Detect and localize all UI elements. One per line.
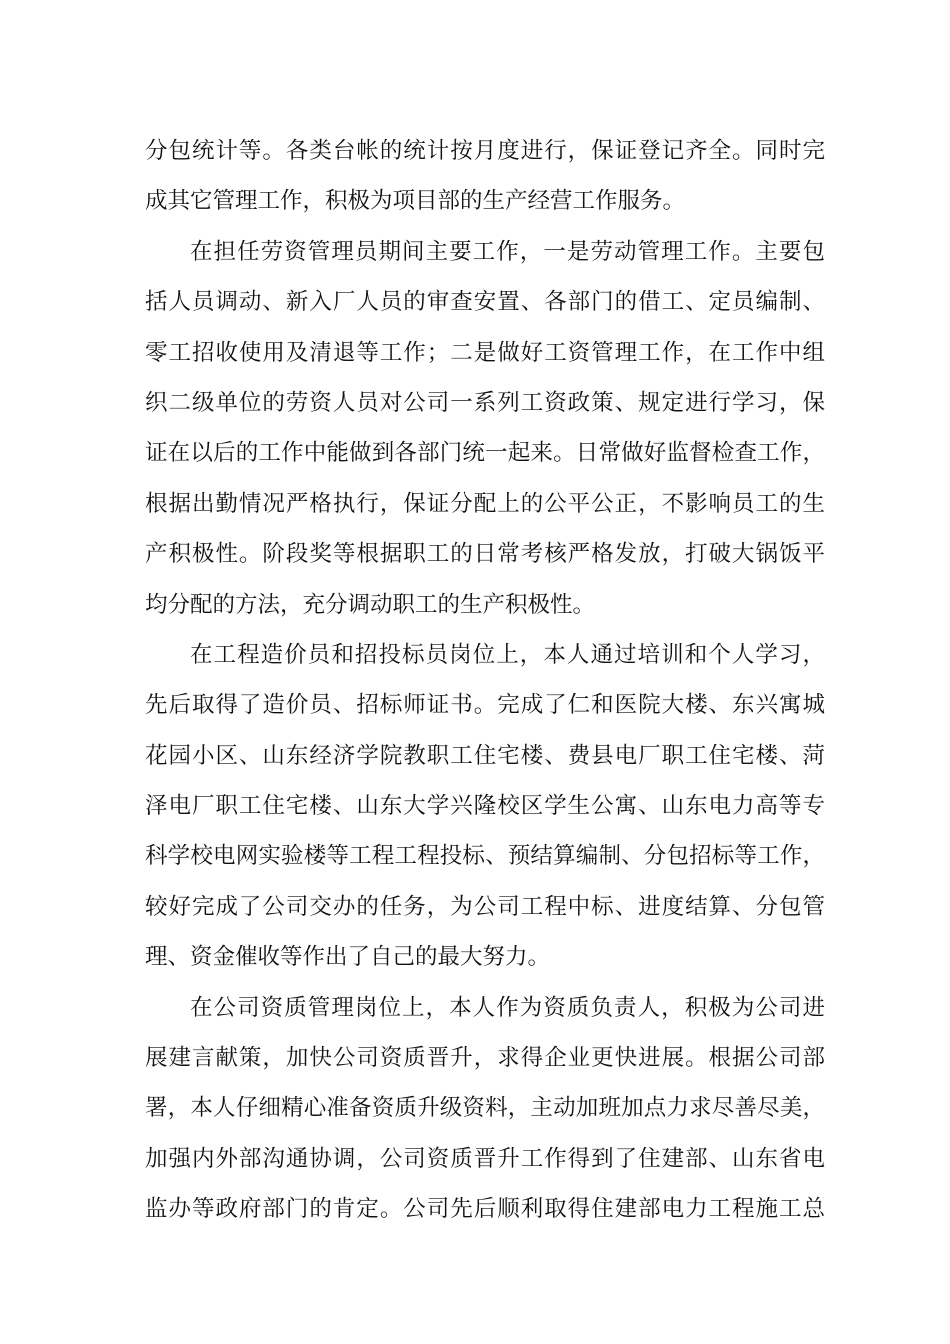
text-line: 展建言献策，加快公司资质晋升，求得企业更快进展。根据公司部 — [145, 1045, 825, 1072]
text-line: 分包统计等。各类台帐的统计按月度进行，保证登记齐全。同时完 — [145, 138, 825, 164]
paragraph-first-line: 在工程造价员和招投标员岗位上，本人通过培训和个人学习， — [190, 641, 825, 668]
text-line: 花园小区、山东经济学院教职工住宅楼、费县电厂职工住宅楼、菏 — [145, 742, 825, 769]
text-line: 根据出勤情况严格执行，保证分配上的公平公正，不影响员工的生 — [145, 490, 825, 517]
text-line: 理、资金催收等作出了自己的最大努力。 — [145, 944, 551, 971]
text-line: 织二级单位的劳资人员对公司一系列工资政策、规定进行学习，保 — [145, 389, 825, 416]
text-line: 较好完成了公司交办的任务，为公司工程中标、进度结算、分包管 — [145, 893, 825, 920]
text-line: 产积极性。阶段奖等根据职工的日常考核严格发放，打破大锅饭平 — [145, 541, 825, 568]
text-line: 成其它管理工作，积极为项目部的生产经营工作服务。 — [145, 188, 686, 215]
paragraph-first-line: 在公司资质管理岗位上，本人作为资质负责人，积极为公司进 — [190, 994, 825, 1021]
text-line: 零工招收使用及清退等工作；二是做好工资管理工作，在工作中组 — [145, 339, 825, 366]
text-line: 署，本人仔细精心准备资质升级资料，主动加班加点力求尽善尽美， — [145, 1095, 825, 1122]
paragraph-first-line: 在担任劳资管理员期间主要工作，一是劳动管理工作。主要包 — [190, 238, 825, 265]
text-line: 括人员调动、新入厂人员的审查安置、各部门的借工、定员编制、 — [145, 289, 825, 316]
text-line: 加强内外部沟通协调，公司资质晋升工作得到了住建部、山东省电 — [145, 1145, 825, 1172]
body-text — [145, 126, 825, 1235]
text-line: 监办等政府部门的肯定。公司先后顺利取得住建部电力工程施工总 — [145, 1196, 825, 1223]
text-line: 泽电厂职工住宅楼、山东大学兴隆校区学生公寓、山东电力高等专 — [145, 793, 825, 820]
text-line: 科学校电网实验楼等工程工程投标、预结算编制、分包招标等工作， — [145, 843, 825, 870]
text-line: 证在以后的工作中能做到各部门统一起来。日常做好监督检查工作， — [145, 440, 825, 467]
text-line: 先后取得了造价员、招标师证书。完成了仁和医院大楼、东兴寓城 — [145, 692, 825, 719]
text-line: 均分配的方法，充分调动职工的生产积极性。 — [145, 591, 596, 618]
